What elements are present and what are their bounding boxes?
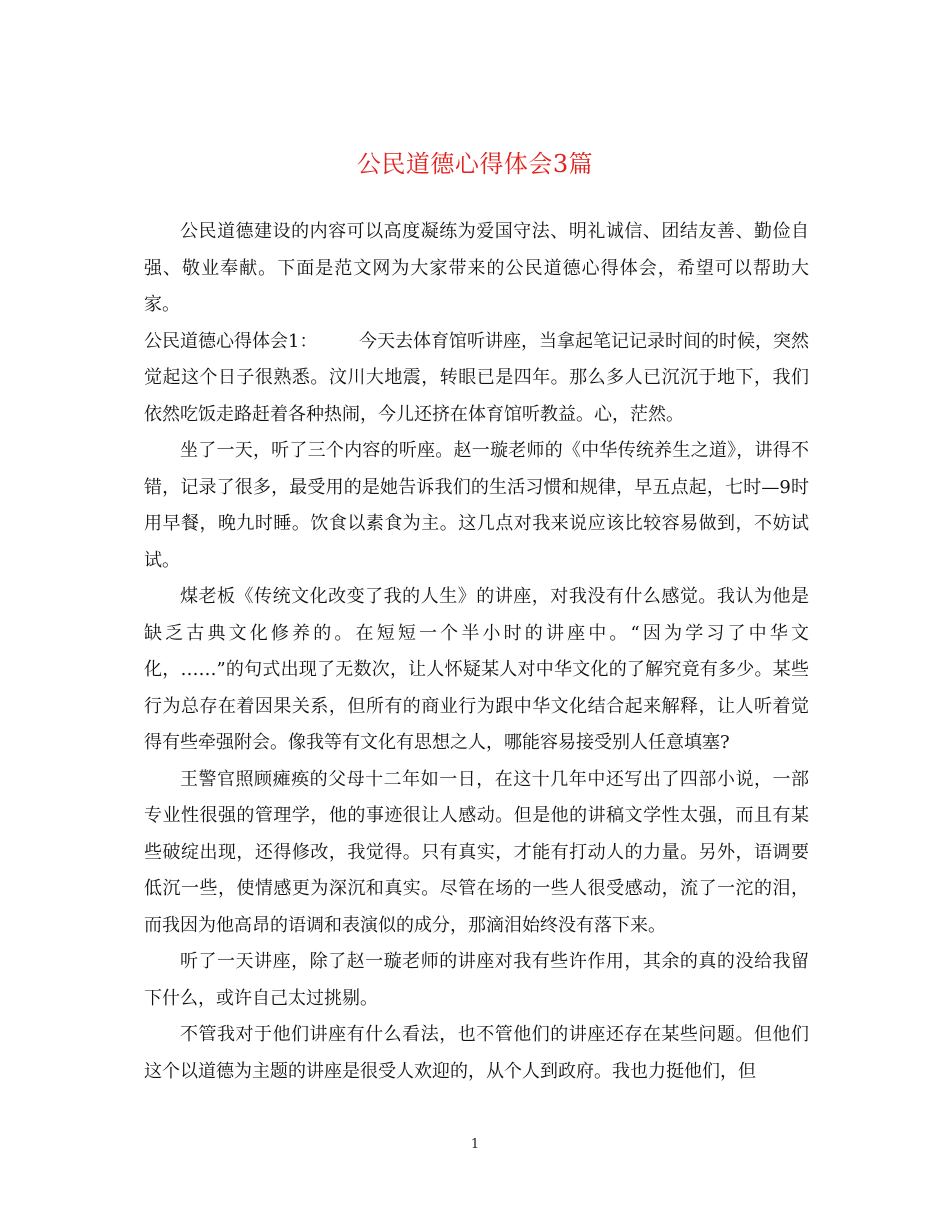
section-label: 公民道德心得体会1： bbox=[144, 330, 318, 352]
body-paragraph: 王警官照顾瘫痪的父母十二年如一日，在这十几年中还写出了四部小说，一部专业性很强的管理学，他的事迹很让人感动。但是他的讲稿文学性太强，而且有某些破绽出现，还得修改，我觉得。只有真实，才能有打动人的力量。另外，语调要低沉一些，使情感更为深沉和真实。尽管在场的一些人很受感动，流了一沱的泪，而我因为他高昂的语调和表演似的成分，那滴泪始终没有落下来。 bbox=[144, 768, 809, 936]
intro-paragraph: 公民道德建设的内容可以高度凝练为爱国守法、明礼诚信、团结友善、勤俭自强、敬业奉献。下面是范文网为大家带来的公民道德心得体会，希望可以帮助大家。 bbox=[144, 221, 809, 315]
document-body bbox=[144, 214, 809, 1090]
document-title: 公民道德心得体会3篇 bbox=[356, 150, 594, 178]
body-paragraph: 煤老板《传统文化改变了我的人生》的讲座，对我没有什么感觉。我认为他是缺乏古典文化修养的。在短短一个半小时的讲座中。“因为学习了中华文化，……”的句式出现了无数次，让人怀疑某人对中华文化的了解究竟有多少。某些行为总存在着因果关系，但所有的商业行为跟中华文化结合起来解释，让人听着觉得有些牵强附会。像我等有文化有思想之人，哪能容易接受别人任意填塞? bbox=[144, 586, 809, 753]
body-paragraph: 听了一天讲座，除了赵一璇老师的讲座对我有些许作用，其余的真的没给我留下什么，或许自己太过挑剔。 bbox=[144, 951, 809, 1009]
body-paragraph: 坐了一天，听了三个内容的听座。赵一璇老师的《中华传统养生之道》，讲得不错，记录了很多，最受用的是她告诉我们的生活习惯和规律，早五点起，七时—9时用早餐，晚九时睡。饮食以素食为主。这几点对我来说应该比较容易做到，不妨试试。 bbox=[144, 440, 809, 571]
section-paragraph bbox=[144, 324, 809, 434]
section-first-text: 今天去体育馆听讲座，当拿起笔记记录时间的时候，突然觉起这个日子很熟悉。汶川大地震，转眼已是四年。那么多人已沉沉于地下，我们依然吃饭走路赶着各种热闹，今儿还挤在体育馆听教益。心，茫然。 bbox=[144, 330, 809, 425]
body-paragraph: 不管我对于他们讲座有什么看法，也不管他们的讲座还存在某些问题。但他们这个以道德为主题的讲座是很受人欢迎的，从个人到政府。我也力挺他们，但 bbox=[144, 1024, 809, 1082]
page-number: 1 bbox=[470, 1137, 480, 1152]
